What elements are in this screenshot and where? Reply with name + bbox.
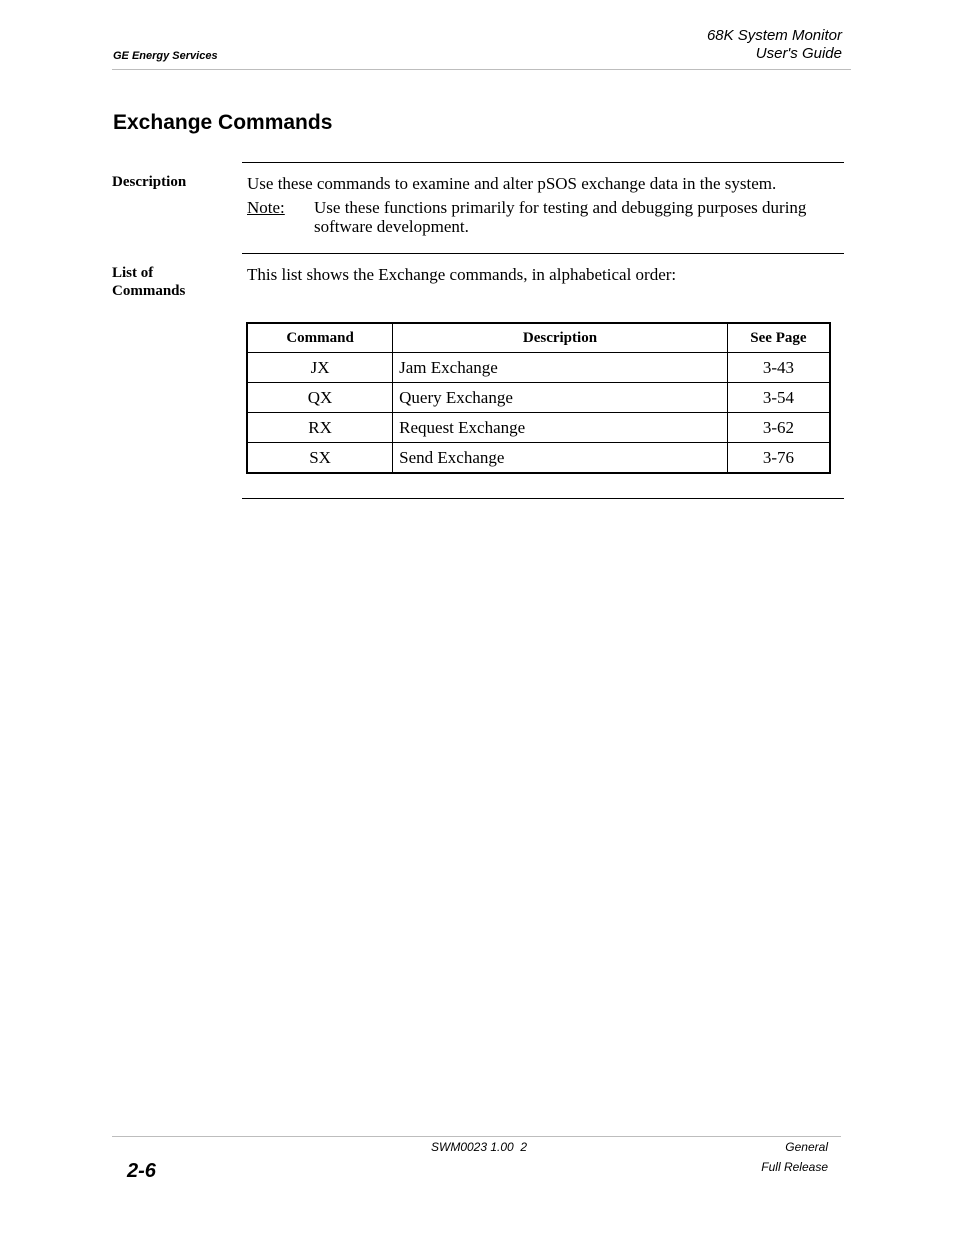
section-divider-bottom [242,498,844,499]
header-doc-title-line2: User's Guide [755,45,842,62]
list-intro-text: This list shows the Exchange commands, in alphabetical order: [247,265,677,284]
footer-release: Full Release [761,1160,828,1174]
table-row [247,443,830,474]
table-row [247,413,830,443]
header-divider [112,69,851,70]
list-label-line2: Commands [112,283,186,299]
list-label-line1: List of [112,265,154,281]
description-label: Description [112,174,187,190]
list-label [112,264,185,300]
table-header-row [247,323,830,353]
note-text: Use these functions primarily for testing and debugging purposes during software development. [314,198,807,236]
description-text: Use these commands to examine and alter pSOS exchange data in the system. [247,174,777,193]
header-company: GE Energy Services [113,50,218,62]
command-cell: SX [247,443,393,474]
footer-page-number: 2-6 [127,1160,156,1182]
command-cell: QX [247,383,393,413]
description-cell: Query Exchange [393,383,728,413]
see-page-cell: 3-54 [727,383,830,413]
table-header-see-page: See Page [727,323,830,353]
table-header-command: Command [247,323,393,353]
see-page-cell: 3-76 [727,443,830,474]
command-cell: RX [247,413,393,443]
table-row [247,383,830,413]
description-cell: Request Exchange [393,413,728,443]
footer-divider [112,1136,841,1137]
section-divider-top [242,162,844,163]
see-page-cell: 3-62 [727,413,830,443]
note-label: Note: [247,198,285,217]
section-divider-middle [242,253,844,254]
description-cell: Jam Exchange [393,353,728,383]
see-page-cell: 3-43 [727,353,830,383]
header-doc-title [707,27,842,63]
table-header-description: Description [393,323,728,353]
footer-doc-code: SWM0023 1.00 2 [431,1140,528,1154]
command-cell: JX [247,353,393,383]
table-row [247,353,830,383]
page-title: Exchange Commands [113,111,333,134]
header-doc-title-line1: 68K System Monitor [706,27,842,44]
description-cell: Send Exchange [393,443,728,474]
footer-section: General [785,1140,828,1154]
commands-table [246,322,831,474]
